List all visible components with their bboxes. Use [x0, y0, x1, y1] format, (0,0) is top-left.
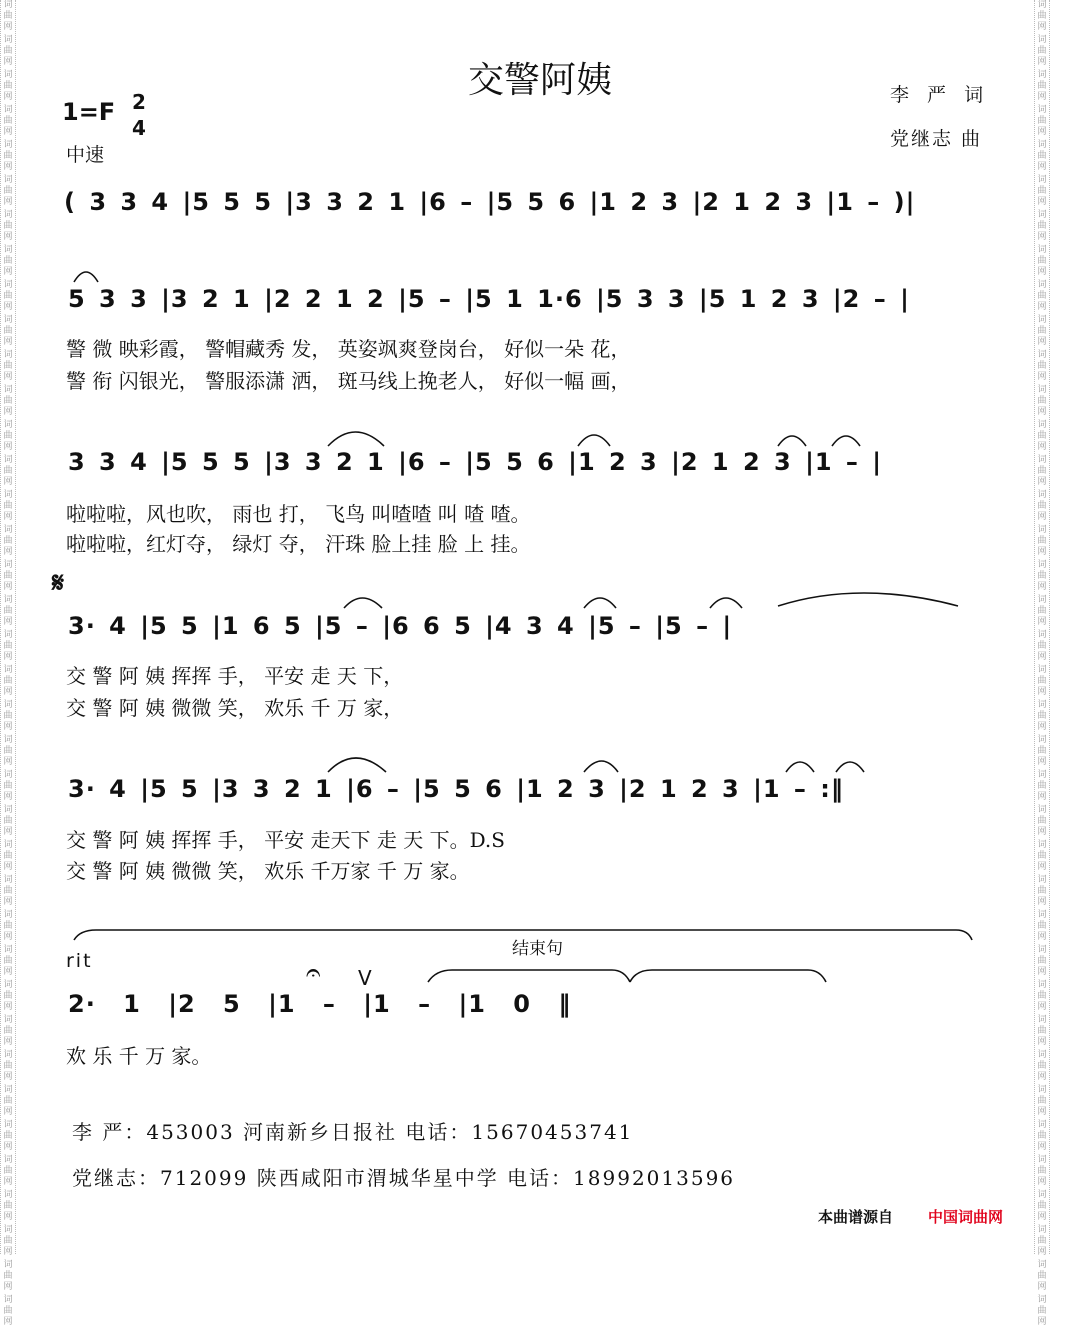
slur-mark	[328, 758, 386, 772]
ritardando-marking: rit	[66, 950, 93, 972]
lyrics-row-6: 欢 乐 千 万 家。	[66, 1044, 212, 1068]
time-signature-bottom: 4	[132, 116, 146, 140]
notation-row-1: ( 3 3 4 |5 5 5 |3 3 2 1 |6 – |5 5 6 |1 2 3 |2 1 2 3 |1 – )|	[64, 188, 916, 216]
lyrics-row-5-verse-2: 交 警 阿 姨 微微 笑， 欢乐 千万家 千 万 家。	[66, 859, 470, 883]
tie-mark	[630, 970, 826, 982]
song-title: 交警阿姨	[467, 60, 612, 101]
lyrics-row-3-verse-1: 啦啦啦，风也吹， 雨也 打， 飞鸟 叫喳喳 叫 喳 喳。	[66, 502, 531, 526]
lyrics-row-3-verse-2: 啦啦啦，红灯夺， 绿灯 夺， 汗珠 脸上挂 脸 上 挂。	[66, 532, 531, 556]
lyrics-row-4-verse-1: 交 警 阿 姨 挥挥 手， 平安 走 天 下，	[66, 664, 404, 688]
lyrics-row-4-verse-2: 交 警 阿 姨 微微 笑， 欢乐 千 万 家，	[66, 696, 404, 720]
tie-mark	[778, 593, 958, 606]
tempo-marking: 中速	[66, 144, 105, 166]
lyrics-row-2-verse-2: 警 衔 闪银光， 警服添潇 洒， 斑马线上挽老人， 好似一幅 画，	[66, 369, 631, 393]
composer-credit: 党继志 曲	[890, 128, 983, 150]
slur-mark	[584, 761, 618, 772]
slur-mark	[344, 598, 382, 608]
fermata-icon: 𝄐	[306, 958, 321, 988]
slur-mark	[832, 436, 860, 446]
source-label: 本曲谱源自	[818, 1208, 894, 1226]
breath-mark: V	[358, 966, 372, 990]
lyricist-credit: 李 严 词	[890, 84, 990, 106]
lyrics-row-2-verse-1: 警 微 映彩霞， 警帽藏秀 发， 英姿飒爽登岗台， 好似一朵 花，	[66, 337, 631, 361]
notation-row-2: 5 3 3 |3 2 1 |2 2 1 2 |5 – |5 1 1·6 |5 3 3 |5 1 2 3 |2 – |	[68, 285, 910, 313]
tie-mark	[428, 970, 630, 982]
slur-mark	[710, 598, 742, 608]
slur-mark	[786, 762, 814, 772]
notation-row-3: 3 3 4 |5 5 5 |3 3 2 1 |6 – |5 5 6 |1 2 3 |2 1 2 3 |1 – |	[68, 448, 883, 476]
slur-mark	[74, 272, 98, 282]
slur-mark	[584, 598, 616, 608]
segno-sign: 𝄋	[52, 566, 65, 599]
slur-mark	[778, 436, 806, 446]
lyrics-row-5-verse-1: 交 警 阿 姨 挥挥 手， 平安 走天下 走 天 下。D.S	[66, 828, 505, 852]
time-signature-top: 2	[132, 90, 146, 114]
slur-mark	[836, 762, 864, 772]
ending-phrase-label: 结束句	[512, 939, 563, 959]
notation-row-5: 3· 4 |5 5 |3 3 2 1 |6 – |5 5 6 |1 2 3 |2 1 2 3 |1 – :‖	[68, 775, 844, 803]
notation-row-6: 2· 1 |2 5 |1 – |1 – |1 0 ‖	[68, 990, 572, 1018]
right-watermark-strip: 词 曲 网 词 曲 网 词 曲 网 词 曲 网 词 曲 网 词 曲 网 词 曲 网 词 曲 网 词 曲 网 词 曲 网 词 曲 网 词 曲 网 词 曲 网 词 曲 网 词 曲 网 词 曲 网 词 曲 网 词 曲 网 词 曲 网 词 曲 网 词 曲 网 词 曲 网 词 曲 网 词 曲 网 词 曲 网 词 曲 网 词 曲 网 词 曲 网 词 曲 网 词 曲 网 词 曲 网 词 曲 网 词 曲 网 词 曲 网 词 曲 网 词 曲 网 词 曲 网 词 曲 网	[1034, 0, 1050, 1254]
left-watermark-strip: 词 曲 网 词 曲 网 词 曲 网 词 曲 网 词 曲 网 词 曲 网 词 曲 网 词 曲 网 词 曲 网 词 曲 网 词 曲 网 词 曲 网 词 曲 网 词 曲 网 词 曲 网 词 曲 网 词 曲 网 词 曲 网 词 曲 网 词 曲 网 词 曲 网 词 曲 网 词 曲 网 词 曲 网 词 曲 网 词 曲 网 词 曲 网 词 曲 网 词 曲 网 词 曲 网 词 曲 网 词 曲 网 词 曲 网 词 曲 网 词 曲 网 词 曲 网 词 曲 网 词 曲 网	[0, 0, 16, 1254]
notation-row-4: 3· 4 |5 5 |1 6 5 |5 – |6 6 5 |4 3 4 |5 – |5 – |	[68, 612, 733, 640]
key-signature: 1=F	[62, 98, 116, 126]
composer-contact: 党继志：712099 陕西咸阳市渭城华星中学 电话：18992013596	[72, 1166, 736, 1190]
source-site-link[interactable]: 中国词曲网	[928, 1208, 1004, 1226]
slur-mark	[578, 435, 610, 446]
lyricist-contact: 李 严：453003 河南新乡日报社 电话：15670453741	[72, 1120, 634, 1144]
slur-mark	[328, 432, 384, 446]
